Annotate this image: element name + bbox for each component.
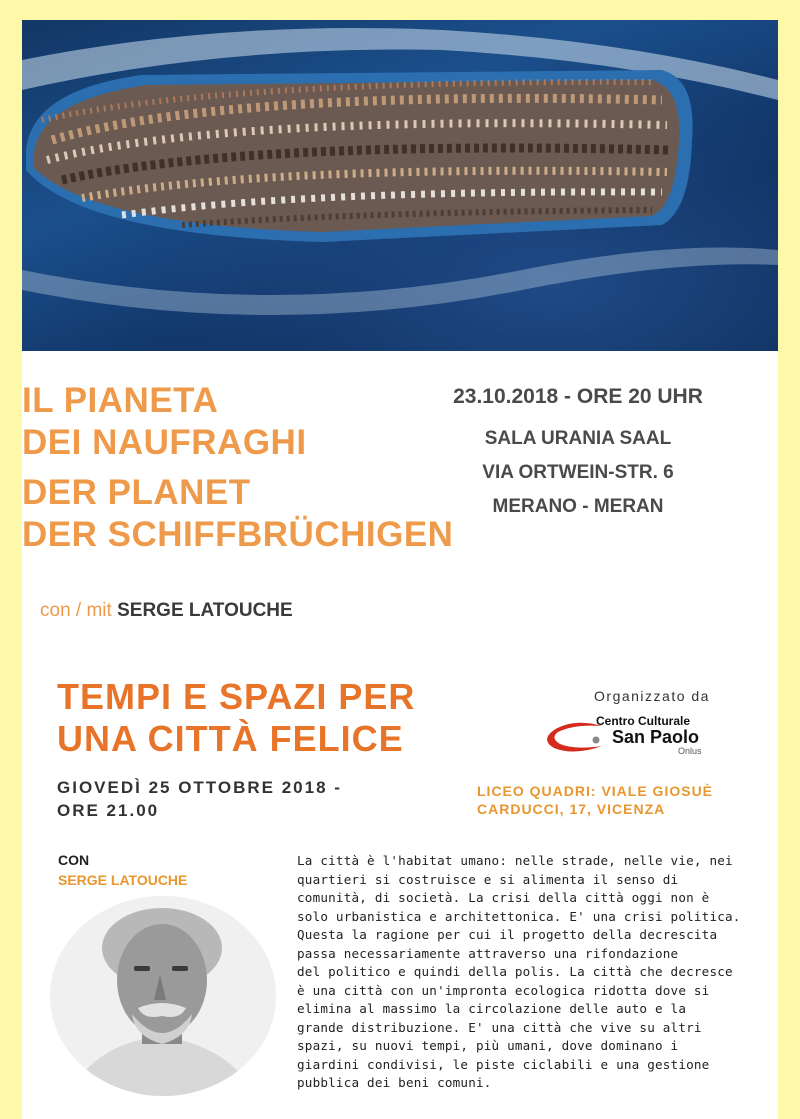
description-line: è una città con un'impronta ecologica ridotta dove si xyxy=(297,982,710,998)
organizer-block xyxy=(542,688,762,758)
event-poster xyxy=(22,20,778,1119)
boat-photo xyxy=(22,20,778,351)
logo-swoosh-icon xyxy=(544,720,604,754)
vicenza-venue xyxy=(477,782,767,818)
vicenza-date-line1: GIOVEDÌ 25 OTTOBRE 2018 - xyxy=(57,778,342,797)
logo-line3: Onlus xyxy=(678,746,702,756)
vicenza-venue-line1: LICEO QUADRI: VIALE GIOSUÈ xyxy=(477,783,714,799)
event-description xyxy=(297,852,767,1093)
merano-street: VIA ORTWEIN-STR. 6 xyxy=(482,462,674,483)
description-line: solo urbanistica e architettonica. E' una crisi politica. xyxy=(297,908,741,924)
merano-date: 23.10.2018 - ORE 20 UHR xyxy=(453,385,703,408)
title-italian-line2: DEI NAUFRAGHI xyxy=(22,423,307,462)
description-line: quartieri si costruisce e si alimenta il senso di xyxy=(297,871,679,887)
logo-line1: Centro Culturale xyxy=(596,714,691,728)
speaker-portrait xyxy=(50,896,276,1096)
description-line: Questa la ragione per cui il progetto della decrescita xyxy=(297,927,718,942)
logo-line2: San Paolo xyxy=(612,727,700,747)
guest-line xyxy=(40,600,293,622)
description-line: spazi, su nuovi tempi, più umani, dove dominano i xyxy=(297,1038,679,1053)
description-line: giardini condivisi, le piste ciclabili e una gestione xyxy=(297,1056,710,1072)
description-line: del politico e quindi della polis. La città che decresce xyxy=(297,964,733,979)
guest-prefix: con / mit xyxy=(40,600,112,621)
speaker-name: SERGE LATOUCHE xyxy=(58,872,188,888)
vicenza-date-line2: ORE 21.00 xyxy=(57,801,160,820)
merano-event-info xyxy=(398,382,758,524)
speaker-con-label: CON xyxy=(58,852,90,868)
description-line: pubblica dei beni comuni. xyxy=(297,1075,492,1090)
headline-line1: TEMPI E SPAZI PER xyxy=(57,676,416,717)
title-german-line2: DER SCHIFFBRÜCHIGEN xyxy=(22,515,454,554)
organizer-logo xyxy=(542,714,762,758)
headline-line2: UNA CITTÀ FELICE xyxy=(57,718,404,759)
description-line: passa necessariamente attraverso una rifondazione xyxy=(297,945,679,961)
title-german-line1: DER PLANET xyxy=(22,473,251,512)
description-line: grande distribuzione. E' una città che vive su altri xyxy=(297,1019,702,1035)
description-line: elimina al massimo la circolazione delle auto e la xyxy=(297,1001,687,1016)
vicenza-venue-line2: CARDUCCI, 17, VICENZA xyxy=(477,801,666,817)
vicenza-headline xyxy=(57,676,415,760)
poster-title xyxy=(22,380,453,556)
description-line: comunità, di società. La crisi della città oggi non è xyxy=(297,890,710,905)
vicenza-date xyxy=(57,776,342,822)
organizer-label: Organizzato da xyxy=(594,688,710,704)
description-line: La città è l'habitat umano: nelle strade, nelle vie, nei xyxy=(297,853,733,868)
title-italian-line1: IL PIANETA xyxy=(22,381,219,420)
guest-name: SERGE LATOUCHE xyxy=(117,600,293,621)
merano-city: MERANO - MERAN xyxy=(492,496,664,517)
merano-venue: SALA URANIA SAAL xyxy=(484,428,672,449)
